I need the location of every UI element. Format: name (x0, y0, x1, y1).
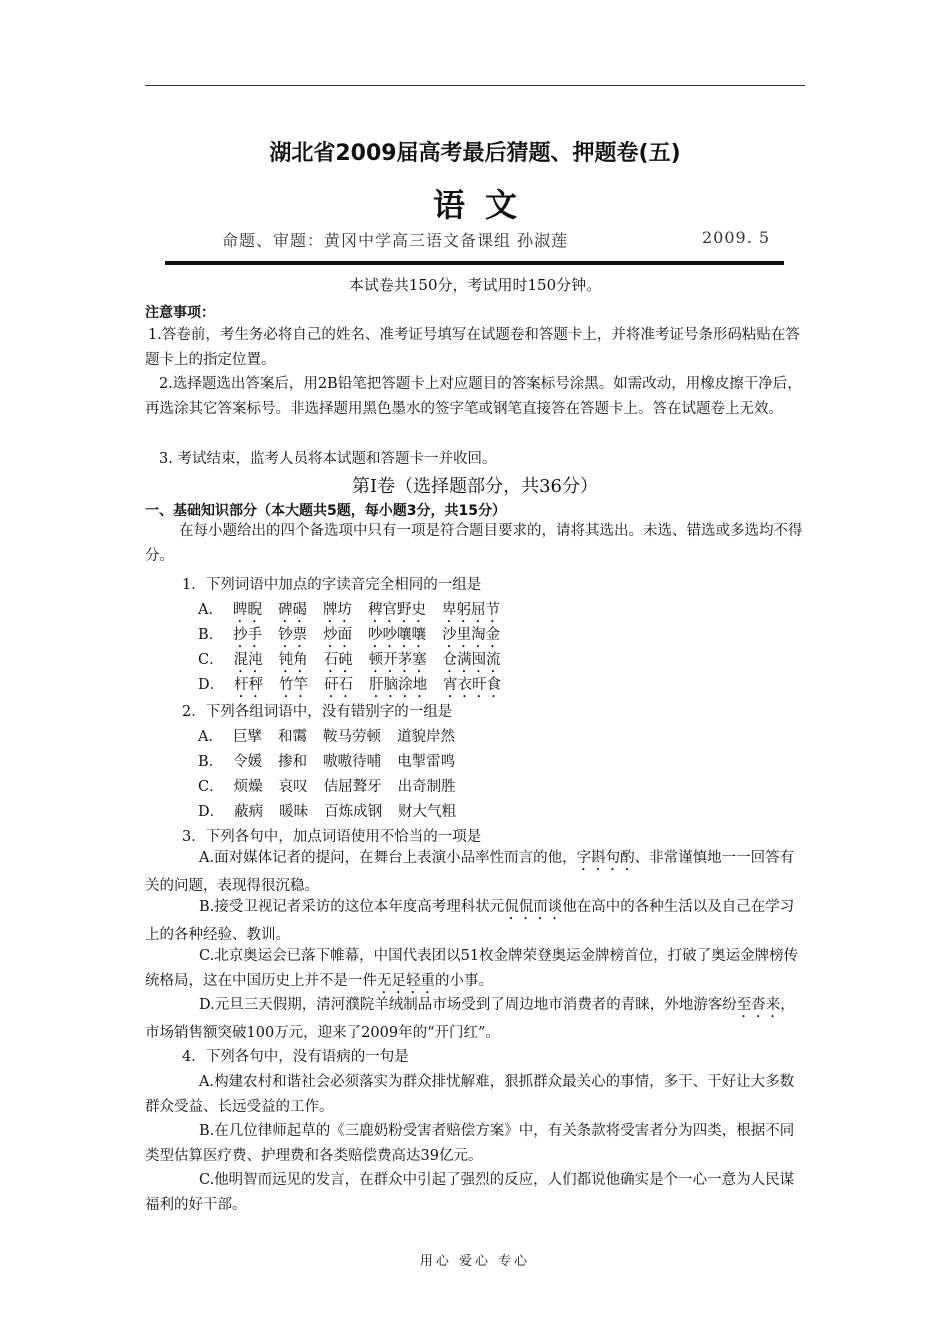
q3-option-a (145, 846, 807, 899)
q1-stem: 1．下列词语中加点的字读音完全相同的一组是 (182, 577, 482, 593)
word: 烦燥 (233, 779, 263, 795)
note-item-2: 2.选择题选出答案后，用2B铅笔把答题卡上对应题目的答案标号涂黑。如需改动，用橡皮擦干净后，再选涂其它答案标号。非选择题用黑色墨水的签字笔或钢笔直接答在答题卡上。答在试题卷上无效。 (145, 376, 802, 417)
option-label: B． (198, 627, 224, 643)
page-footer: 用心 爱心 专心 (419, 1254, 531, 1269)
word: 钞票 (278, 627, 308, 643)
word: 暖昧 (279, 804, 309, 820)
word: 宵衣旰食 (443, 677, 502, 693)
word: 炒面 (323, 627, 353, 643)
word: 掺和 (278, 754, 308, 770)
sentence-text: ，市场销售额突破100万元，迎来了2009年的“开门红”。 (145, 997, 795, 1041)
word: 财大气粗 (398, 804, 457, 820)
sentence-text: D.元旦三天假期，清河濮院羊绒制品市场受到了周边地市消费者的青睐，外地游客纷 (199, 997, 737, 1013)
q1-option-b (198, 623, 516, 651)
word: 令媛 (233, 754, 263, 770)
option-label: B． (198, 754, 224, 770)
q2-stem: 2．下列各组词语中，没有错别字的一组是 (182, 704, 453, 720)
exam-date: 2009. 5 (702, 228, 771, 247)
word: 百炼成钢 (324, 804, 383, 820)
sentence-text: 他在高中的各种生活以及自己在学习上的各种经验、教训。 (145, 899, 795, 943)
word: 石砘 (323, 652, 353, 668)
word: 巨擘 (232, 729, 262, 745)
q3-option-c (145, 944, 807, 997)
word: 出奇制胜 (397, 779, 456, 795)
word: 佶屈聱牙 (323, 779, 382, 795)
q4-option-b: B.在几位律师起草的《三鹿奶粉受害者赔偿方案》中，有关条款将受害者分为四类，根据不同类型估算医疗费、护理费和各类赔偿费高达39亿元。 (145, 1123, 795, 1164)
notes-heading: 注意事项： (145, 305, 215, 321)
section1-title: 第Ⅰ卷（选择题部分，共36分） (351, 476, 598, 497)
option-label: D． (198, 677, 225, 693)
q2-option-c (198, 775, 472, 796)
word: 鞍马劳顿 (322, 729, 381, 745)
dotted-phrase: 字斟句酌 (576, 850, 635, 866)
part1-heading: 一、基础知识部分（本大题共5题，每小题3分，共15分） (145, 503, 506, 519)
sentence-text: A.面对媒体记者的提问，在舞台上表演小品率性而言的他， (199, 850, 577, 866)
option-label: A． (198, 602, 223, 618)
sentence-text: 、非常谨慎地一一回答有关的问题，表现得很沉稳。 (145, 850, 795, 894)
word: 仓满囤流 (442, 652, 501, 668)
dotted-phrase: 侃侃而谈 (504, 899, 563, 915)
q1-option-a (198, 598, 516, 626)
word: 吵吵嚷嚷 (368, 627, 427, 643)
author-line: 命题、审题：黄冈中学高三语文备课组 孙淑莲 (222, 231, 569, 250)
exam-total-info: 本试卷共150分，考试用时150分钟。 (348, 276, 602, 294)
q4-option-a: A.构建农村和谐社会必须落实为群众排忧解难，狠抓群众最关心的事情，多干、干好让大多数群众受益、长远受益的工作。 (145, 1074, 795, 1115)
word: 肝脑涂地 (369, 677, 428, 693)
q2-option-d (198, 800, 472, 821)
q1-option-d (198, 673, 517, 701)
q2-option-a (198, 725, 471, 746)
q3-option-d (145, 993, 807, 1046)
word: 稗官野史 (367, 602, 426, 618)
subject-title: 语文 (432, 186, 537, 224)
word: 和霭 (277, 729, 307, 745)
option-label: C． (198, 779, 224, 795)
q2-option-b (198, 750, 471, 771)
note-item-3: 3. 考试结束，监考人员将本试题和答题卡一并收回。 (159, 451, 497, 467)
q4-stem: 4．下列各句中，没有语病的一句是 (182, 1049, 409, 1065)
note-item-1: 1.答卷前，考生务必将自己的姓名、准考证号填写在试题卷和答题卡上，并将准考证号条形码粘贴在答题卡上的指定位置。 (145, 327, 800, 368)
word: 抄手 (233, 627, 263, 643)
word: 电掣雷鸣 (397, 754, 456, 770)
dotted-phrase: 至沓来 (736, 997, 781, 1013)
word: 碑碣 (277, 602, 307, 618)
sentence-text: B.接受卫视记者采访的这位本年度高考理科状元 (199, 899, 505, 915)
word: 竹竿 (279, 677, 309, 693)
word: 牌坊 (322, 602, 352, 618)
option-label: D． (198, 804, 225, 820)
word: 蔽病 (234, 804, 264, 820)
word: 哀叹 (278, 779, 308, 795)
q1-option-c (198, 648, 517, 676)
top-rule (145, 85, 805, 86)
option-label: A． (198, 729, 223, 745)
option-label: C． (198, 652, 224, 668)
section1-instruction: 在每小题给出的四个备选项中只有一项是符合题目要求的，请将其选出。未选、错选或多选均不得分。 (145, 523, 803, 564)
q3-option-b (145, 895, 807, 948)
word: 嗷嗷待哺 (323, 754, 382, 770)
word: 沙里淘金 (442, 627, 501, 643)
word: 钝角 (278, 652, 308, 668)
word: 矸石 (324, 677, 354, 693)
word: 卑躬屈节 (441, 602, 500, 618)
word: 杆秤 (234, 677, 264, 693)
dotted-phrase: 无足轻重 (377, 973, 435, 989)
exam-title: 湖北省2009届高考最后猜题、押题卷(五) (269, 141, 681, 166)
word: 顿开茅塞 (368, 652, 427, 668)
word: 道貌岸然 (396, 729, 455, 745)
q4-option-c: C.他明智而远见的发言，在群众中引起了强烈的反应，人们都说他确实是个一心一意为人民谋福利的好干部。 (145, 1172, 795, 1213)
thick-rule (165, 261, 784, 265)
word: 睥睨 (232, 602, 262, 618)
sentence-text: 的小事。 (435, 973, 493, 989)
q3-stem: 3．下列各句中，加点词语使用不恰当的一项是 (182, 829, 482, 845)
word: 混沌 (233, 652, 263, 668)
sentence-text: C.北京奥运会已落下帷幕，中国代表团以51枚金牌荣登奥运金牌榜首位，打破了奥运金牌榜传统格局，这在中国历史上并不是一件 (145, 948, 799, 989)
